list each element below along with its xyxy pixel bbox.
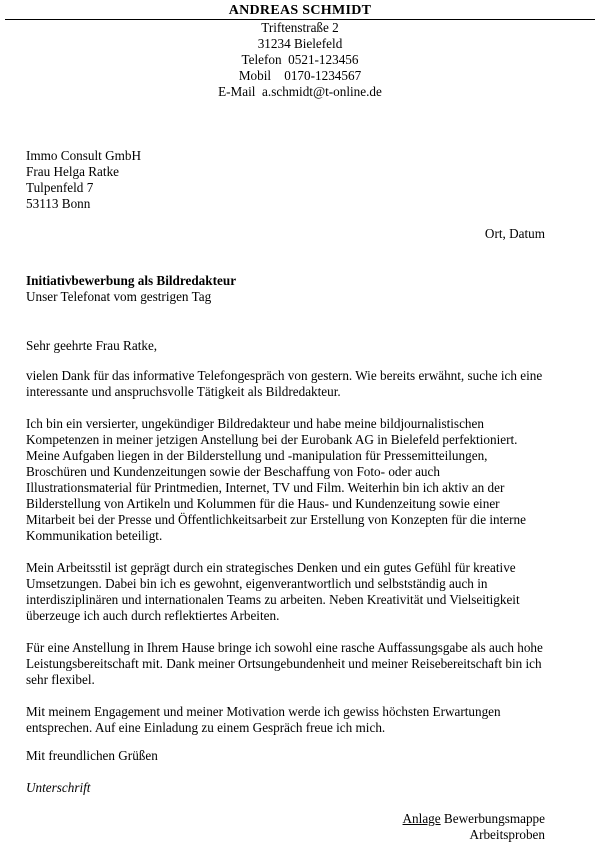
subject-title: Initiativbewerbung als Bildredakteur <box>26 273 237 288</box>
letter-body <box>26 368 546 752</box>
body-paragraph-2: Ich bin ein versierter, ungekündiger Bildredakteur und habe meine bildjournalistischen Kompetenzen in meiner jetzigen Anstellung bei der Eurobank AG in Bielefeld perfektioniert. Meine Aufgaben liegen in der Bilderstellung und -manipulation für Pressemitteilungen, Broschüren und Kundenzeitungen sowie der Beschaffung von Foto- oder auch Illustrationsmaterial für Printmedien, Internet, TV und Film. Weiterhin bin ich aktiv an der Bilderstellung von Artikeln und Kolummen für die Haus- und Kundenzeitung sowie einer Mitarbeit bei der Presse und Öffentlichkeitsarbeit zur Erstellung von Konzepten für die interne Kommunikation beteiligt. <box>26 416 526 543</box>
sender-email: E-Mail a.schmidt@t-online.de <box>218 84 382 99</box>
attachment-row-2 <box>403 827 545 843</box>
sender-mobile: Mobil 0170-1234567 <box>238 68 362 83</box>
sender-street: Triftenstraße 2 <box>261 20 339 35</box>
recipient-city: 53113 Bonn <box>26 196 91 211</box>
attachment-item-2: Arbeitsproben <box>469 827 545 842</box>
attachment-label: Anlage <box>402 811 441 826</box>
body-paragraph-4: Für eine Anstellung in Ihrem Hause bringe ich sowohl eine rasche Auffassungsgabe als auch hohe Leistungsbereitschaft mit. Dank meiner Ortsungebundenheit und meiner Reisebereitschaft bin ich sehr flexibel. <box>26 640 543 687</box>
place-date: Ort, Datum <box>484 226 545 241</box>
recipient-person: Frau Helga Ratke <box>26 164 120 179</box>
body-paragraph-1: vielen Dank für das informative Telefongespräch von gestern. Wie bereits erwähnt, suche ich eine interessante und anspruchsvolle Tätigkeit als Bildredakteur. <box>26 368 543 399</box>
recipient-company: Immo Consult GmbH <box>26 148 142 163</box>
salutation: Sehr geehrte Frau Ratke, <box>26 338 158 353</box>
subject-block <box>26 273 236 305</box>
signature: Unterschrift <box>26 780 91 795</box>
sender-name: ANDREAS SCHMIDT <box>5 2 595 20</box>
closing: Mit freundlichen Grüßen <box>26 748 158 763</box>
body-paragraph-3: Mein Arbeitsstil ist geprägt durch ein strategisches Denken und ein gutes Gefühl für kreative Umsetzungen. Dabei bin ich es gewohnt, eigenverantwortlich und selbstständig auch in interdisziplinären und internationalen Teams zu arbeiten. Neben Kreativität und Vielseitigkeit überzeuge ich auch durch reflektiertes Arbeiten. <box>26 560 520 623</box>
attachment-row-1 <box>403 811 545 827</box>
body-paragraph-5: Mit meinem Engagement und meiner Motivation werde ich gewiss höchsten Erwartungen entsprechen. Auf eine Einladung zu einem Gespräch freue ich mich. <box>26 704 501 735</box>
attachments <box>403 811 545 843</box>
sender-phone: Telefon 0521-123456 <box>241 52 359 67</box>
recipient-street: Tulpenfeld 7 <box>26 180 94 195</box>
recipient-address <box>26 148 141 212</box>
sender-header <box>0 2 600 100</box>
attachment-item-1: Bewerbungsmappe <box>443 811 545 826</box>
subject-reference: Unser Telefonat vom gestrigen Tag <box>26 289 212 304</box>
sender-city: 31234 Bielefeld <box>257 36 343 51</box>
